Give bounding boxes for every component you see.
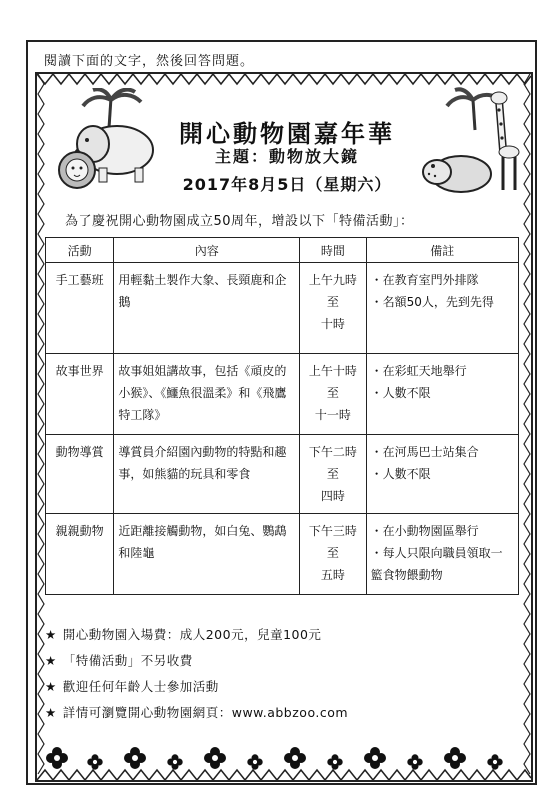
flyer-title: 開心動物園嘉年華 bbox=[179, 120, 395, 148]
activity-time bbox=[300, 514, 366, 595]
footnote-item bbox=[45, 674, 348, 700]
time-start: 上午十時 bbox=[308, 364, 357, 378]
note-item: ・每人只限向職員領取一籃食物餵動物 bbox=[370, 546, 503, 582]
page-edge-mark bbox=[2, 380, 10, 480]
time-end: 五時 bbox=[320, 568, 345, 582]
footnote-item bbox=[45, 700, 348, 726]
note-item: ・在小動物園區舉行 bbox=[370, 524, 479, 538]
activity-content: 導賞員介紹園內動物的特點和趣事，如熊貓的玩具和零食 bbox=[114, 435, 300, 514]
column-header: 時間 bbox=[300, 238, 366, 263]
footnotes-list bbox=[45, 622, 348, 726]
time-end: 十一時 bbox=[314, 408, 351, 422]
table-row bbox=[46, 354, 519, 435]
flyer-theme: 主題：動物放大鏡 bbox=[214, 147, 359, 166]
event-date: 2017年8月5日（星期六） bbox=[182, 175, 392, 194]
note-item: ・人數不限 bbox=[370, 386, 431, 400]
star-icon: ★ bbox=[45, 705, 57, 720]
activity-name: 動物導賞 bbox=[46, 435, 114, 514]
activity-name: 手工藝班 bbox=[46, 263, 114, 354]
column-header: 活動 bbox=[46, 238, 114, 263]
note-item: ・在河馬巴士站集合 bbox=[370, 445, 479, 459]
note-item: ・在教育室門外排隊 bbox=[370, 273, 479, 287]
note-item: ・在彩虹天地舉行 bbox=[370, 364, 467, 378]
activity-time bbox=[300, 354, 366, 435]
flower-border-decoration bbox=[43, 740, 527, 774]
time-to: 至 bbox=[326, 295, 339, 309]
activity-notes bbox=[366, 354, 518, 435]
footnote-text: 歡迎任何年齡人士參加活動 bbox=[62, 679, 219, 694]
column-header: 備註 bbox=[366, 238, 518, 263]
table-row bbox=[46, 435, 519, 514]
time-start: 上午九時 bbox=[308, 273, 357, 287]
activity-time bbox=[300, 435, 366, 514]
time-to: 至 bbox=[326, 467, 339, 481]
activity-name: 親親動物 bbox=[46, 514, 114, 595]
star-icon: ★ bbox=[45, 653, 57, 668]
time-end: 四時 bbox=[320, 489, 345, 503]
note-item: ・名額50人，先到先得 bbox=[370, 295, 494, 309]
time-end: 十時 bbox=[320, 317, 345, 331]
footnote-item bbox=[45, 648, 348, 674]
activity-notes bbox=[366, 263, 518, 354]
footnote-text: 開心動物園入場費：成人200元，兒童100元 bbox=[62, 627, 322, 642]
activity-content: 故事姐姐講故事，包括《頑皮的小猴》、《鱷魚很溫柔》和《飛鷹特工隊》 bbox=[114, 354, 300, 435]
star-icon: ★ bbox=[45, 627, 57, 642]
star-icon: ★ bbox=[45, 679, 57, 694]
instruction-text: 閱讀下面的文字，然後回答問題。 bbox=[44, 54, 255, 69]
time-start: 下午三時 bbox=[308, 524, 357, 538]
activity-notes bbox=[366, 435, 518, 514]
note-item: ・人數不限 bbox=[370, 467, 431, 481]
activity-name: 故事世界 bbox=[46, 354, 114, 435]
activity-time bbox=[300, 263, 366, 354]
table-header-row bbox=[46, 238, 519, 263]
footnote-text: 「特備活動」不另收費 bbox=[62, 653, 193, 668]
time-to: 至 bbox=[326, 386, 339, 400]
table-row bbox=[46, 263, 519, 354]
activity-notes bbox=[366, 514, 518, 595]
footnote-text: 詳情可瀏覽開心動物園網頁：www.abbzoo.com bbox=[62, 705, 349, 720]
event-flyer bbox=[35, 72, 533, 782]
time-to: 至 bbox=[326, 546, 339, 560]
activity-content: 用輕黏土製作大象、長頸鹿和企鵝 bbox=[114, 263, 300, 354]
activity-content: 近距離接觸動物，如白兔、鸚鵡和陸龜 bbox=[114, 514, 300, 595]
footnote-item bbox=[45, 622, 348, 648]
intro-text: 為了慶祝開心動物園成立50周年，增設以下「特備活動」： bbox=[65, 214, 414, 229]
time-start: 下午二時 bbox=[308, 445, 357, 459]
table-row bbox=[46, 514, 519, 595]
activity-table bbox=[45, 237, 519, 595]
column-header: 內容 bbox=[114, 238, 300, 263]
